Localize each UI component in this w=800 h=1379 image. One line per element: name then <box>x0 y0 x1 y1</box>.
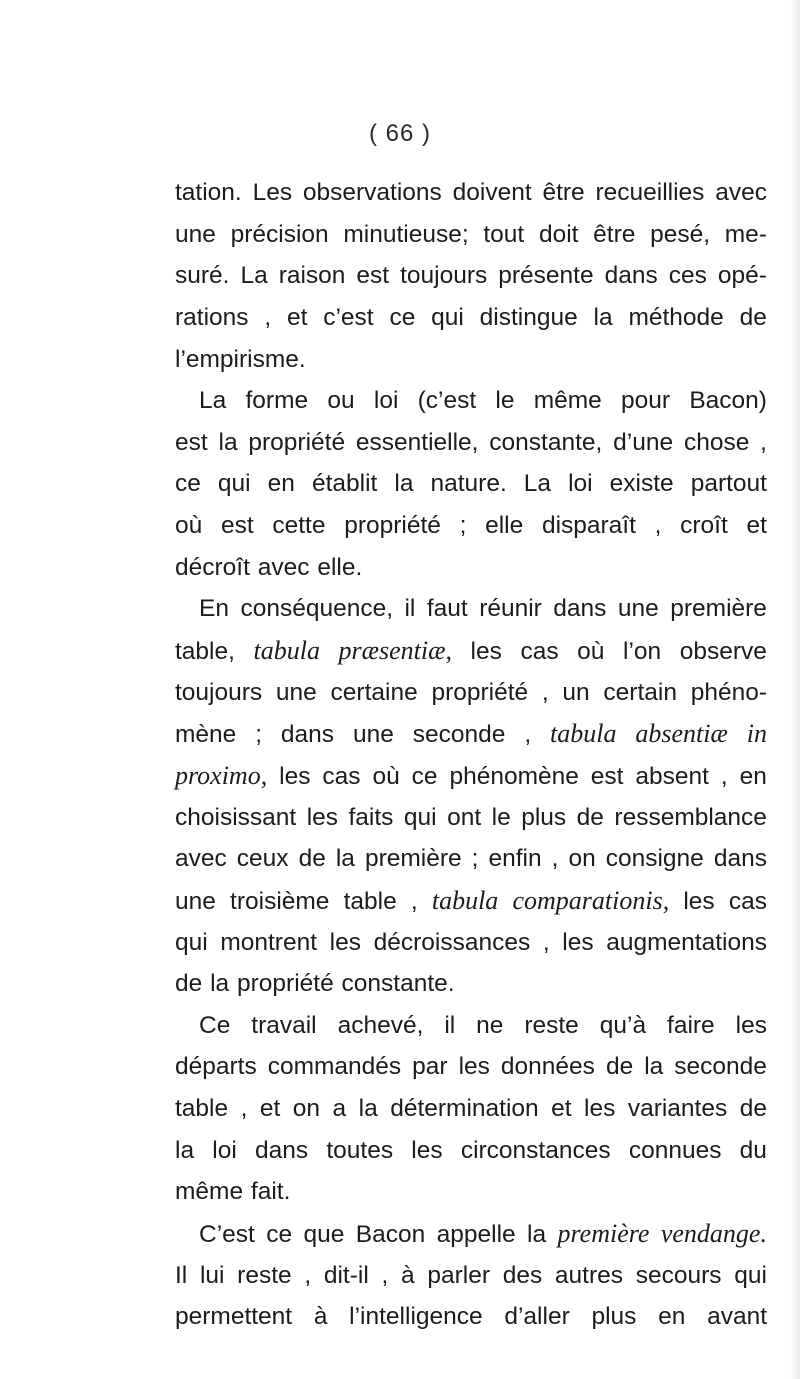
word: me- <box>724 220 767 248</box>
word: loi <box>212 1136 237 1164</box>
word: reste <box>237 1261 292 1289</box>
word: les <box>329 928 361 956</box>
word: présente <box>498 262 594 290</box>
word: les <box>683 887 715 915</box>
word: elle <box>485 512 524 540</box>
text-line <box>175 1005 767 1047</box>
text-line <box>175 1088 767 1130</box>
word: , <box>410 887 418 915</box>
word: de <box>605 1053 634 1081</box>
word: suré. <box>175 262 230 290</box>
word: circonstances <box>460 1136 611 1164</box>
word: La <box>523 470 552 498</box>
word: a <box>332 1095 347 1123</box>
italic-word: comparationis, <box>512 885 670 915</box>
page-edge-shadow <box>790 0 800 1379</box>
word: être <box>542 179 585 206</box>
word: on <box>568 845 596 873</box>
word: avec <box>715 179 767 206</box>
word: à <box>313 1303 328 1331</box>
word: connues <box>628 1136 722 1164</box>
word: une <box>275 678 317 706</box>
word: une <box>352 721 394 749</box>
text-line <box>175 380 767 422</box>
word: seconde <box>674 1053 767 1081</box>
word: La <box>240 262 268 290</box>
italic-word: tabula <box>253 636 320 666</box>
word: et <box>259 1095 281 1123</box>
text-line <box>175 463 767 505</box>
italic-word: in <box>746 719 767 749</box>
word: loi <box>568 470 593 498</box>
word: minutieuse; <box>343 220 469 248</box>
word: augmentations <box>606 928 767 956</box>
text-line <box>175 922 767 964</box>
text-line <box>175 963 767 1005</box>
word: ne <box>476 1011 504 1039</box>
word: que <box>303 1221 345 1249</box>
word: cas <box>728 887 767 915</box>
text-line <box>175 838 767 880</box>
word: avec <box>175 845 227 873</box>
word: loi <box>373 387 399 415</box>
word: distingue <box>479 303 578 331</box>
italic-word: absentiæ <box>635 719 728 749</box>
word: même <box>175 1178 244 1206</box>
word: propriété <box>344 512 441 540</box>
word: une <box>175 887 216 915</box>
word: une <box>617 595 659 623</box>
word: faire <box>667 1011 715 1039</box>
word: première <box>364 845 462 873</box>
word: troisième <box>230 887 330 915</box>
word: la <box>593 303 613 331</box>
text-line <box>175 339 767 381</box>
word: l’empirisme. <box>175 345 306 373</box>
word: (c’est <box>417 387 477 415</box>
word: même <box>533 387 602 415</box>
word: , <box>654 512 662 540</box>
word: première <box>670 595 767 623</box>
word: autres <box>554 1261 623 1289</box>
word: reste <box>524 1011 579 1039</box>
word: existe <box>609 470 674 498</box>
word: est <box>220 512 254 540</box>
word: ressemblance <box>614 803 767 831</box>
word: phéno- <box>690 678 767 706</box>
word: , <box>304 1261 312 1289</box>
word: ; <box>471 845 479 873</box>
word: données <box>500 1053 595 1081</box>
word: est <box>590 762 624 790</box>
word: précision <box>230 220 329 248</box>
word: et <box>286 303 308 331</box>
word: tout <box>483 220 525 248</box>
word: observations <box>302 179 442 206</box>
word: seconde <box>412 721 506 749</box>
word: ce <box>411 762 438 790</box>
text-line <box>175 797 767 839</box>
word: des <box>502 1261 543 1289</box>
word: ; <box>459 512 467 540</box>
word: est <box>356 262 390 290</box>
text-line <box>175 297 767 339</box>
word: décroissances <box>373 928 531 956</box>
word: pesé, <box>650 220 711 248</box>
word: la <box>210 970 230 998</box>
word: elle. <box>317 553 363 581</box>
text-line <box>175 1171 767 1213</box>
word: variantes <box>627 1095 728 1123</box>
text-line <box>175 505 767 547</box>
word: recueillies <box>595 179 705 206</box>
word: toujours <box>400 262 488 290</box>
word: cas <box>520 638 559 666</box>
word: parler <box>427 1261 490 1289</box>
word: montrent <box>220 928 318 956</box>
word: une <box>175 220 216 248</box>
text-line <box>175 1255 767 1297</box>
word: la <box>175 1136 195 1164</box>
word: absent <box>635 762 709 790</box>
word: l’on <box>623 638 662 666</box>
word: conséquence, <box>240 595 394 623</box>
word: doivent <box>452 179 532 206</box>
word: cas <box>322 762 361 790</box>
word: d’une <box>613 428 674 456</box>
word: La <box>199 387 227 415</box>
word: mène <box>175 721 237 749</box>
word: dans <box>255 1136 309 1164</box>
word: de <box>739 1095 767 1123</box>
word: certaine <box>330 678 418 706</box>
word: En <box>199 595 229 623</box>
word: propriété <box>237 970 334 998</box>
word: lui <box>199 1261 225 1289</box>
word: un <box>562 678 590 706</box>
word: avec <box>257 553 310 581</box>
text-line <box>175 1130 767 1172</box>
word: , <box>524 721 532 749</box>
word: commandés <box>267 1053 402 1081</box>
text-line <box>175 1046 767 1088</box>
word: l’intelligence <box>349 1303 483 1331</box>
italic-word: vendange. <box>660 1219 767 1249</box>
text-line <box>175 630 767 672</box>
word: chose <box>683 428 750 456</box>
word: décroît <box>175 553 250 581</box>
text-line <box>175 880 767 922</box>
word: faut <box>426 595 468 623</box>
word: nature. <box>430 470 507 498</box>
word: phénomène <box>449 762 579 790</box>
word: Bacon) <box>689 387 767 415</box>
word: être <box>593 220 636 248</box>
italic-word: première <box>557 1219 650 1249</box>
text-line <box>175 172 767 214</box>
text-line <box>175 214 767 256</box>
word: la <box>218 428 238 456</box>
word: dans <box>713 845 767 873</box>
word: les <box>411 1136 443 1164</box>
word: Il <box>175 1261 188 1289</box>
word: où <box>175 512 203 540</box>
word: c’est <box>323 303 374 331</box>
italic-word: tabula <box>550 719 617 749</box>
word: en <box>267 470 295 498</box>
word: appelle <box>436 1221 516 1249</box>
text-line <box>175 547 767 589</box>
word: de <box>175 970 203 998</box>
word: rations <box>175 303 249 331</box>
word: C’est <box>199 1221 255 1249</box>
word: le <box>491 803 511 831</box>
word: et <box>551 1095 572 1123</box>
word: les <box>306 803 339 831</box>
word: faits <box>348 803 394 831</box>
text-line <box>175 1213 767 1255</box>
word: , <box>240 1095 248 1123</box>
page-number: ( 66 ) <box>368 120 431 147</box>
word: , <box>542 928 550 956</box>
text-line <box>175 713 767 755</box>
word: opé- <box>717 262 767 290</box>
word: dans <box>604 262 658 290</box>
word: cette <box>272 512 326 540</box>
word: ces <box>668 262 707 290</box>
word: où <box>577 638 605 666</box>
italic-word: præsentiæ, <box>338 636 452 666</box>
word: ceux <box>236 845 289 873</box>
word: qui <box>175 928 208 956</box>
word: ce <box>175 470 201 498</box>
word: secours <box>635 1261 722 1289</box>
word: d’aller <box>504 1303 570 1331</box>
text-line <box>175 588 767 630</box>
text-line <box>175 1296 767 1338</box>
word: observe <box>679 638 767 666</box>
word: la <box>644 1053 664 1081</box>
word: , <box>551 845 559 873</box>
word: permettent <box>175 1303 293 1331</box>
word: où <box>372 762 400 790</box>
word: , <box>264 303 272 331</box>
body-text <box>175 172 767 1338</box>
word: toujours <box>175 678 263 706</box>
italic-word: tabula <box>431 885 499 915</box>
word: ou <box>327 387 355 415</box>
word: choisissant <box>175 803 297 831</box>
word: fait. <box>250 1178 291 1206</box>
word: essentielle, <box>355 428 479 456</box>
word: , <box>720 762 728 790</box>
word: du <box>739 1136 767 1164</box>
word: table, <box>175 638 235 666</box>
word: propriété <box>248 428 346 456</box>
word: table <box>343 887 397 915</box>
word: réunir <box>479 595 542 623</box>
word: les <box>735 1011 767 1039</box>
word: la <box>335 845 355 873</box>
word: départs <box>175 1053 257 1081</box>
word: avant <box>707 1303 767 1331</box>
word: Les <box>252 179 293 206</box>
word: raison <box>278 262 346 290</box>
word: Ce <box>199 1011 231 1039</box>
word: propriété <box>431 678 529 706</box>
word: consigne <box>605 845 704 873</box>
word: Bacon <box>355 1221 426 1249</box>
word: dans <box>553 595 607 623</box>
word: enfin <box>488 845 542 873</box>
text-line <box>175 755 767 797</box>
word: il <box>404 595 416 623</box>
word: constante. <box>341 970 455 998</box>
word: établit <box>311 470 378 498</box>
word: les <box>562 928 594 956</box>
word: dans <box>280 721 335 749</box>
text-line <box>175 255 767 297</box>
word: et <box>746 512 767 540</box>
word: table <box>175 1095 229 1123</box>
word: ; <box>255 721 263 749</box>
word: ce <box>389 303 416 331</box>
word: disparaît <box>541 512 636 540</box>
word: ont <box>447 803 482 831</box>
word: qui <box>217 470 251 498</box>
word: les <box>584 1095 616 1123</box>
word: est <box>175 428 208 456</box>
word: il <box>444 1011 456 1039</box>
word: qui <box>403 803 437 831</box>
word: de <box>298 845 326 873</box>
word: la <box>358 1095 378 1123</box>
word: , <box>381 1261 389 1289</box>
word: ce <box>266 1221 293 1249</box>
word: de <box>739 303 767 331</box>
word: croît <box>680 512 728 540</box>
word: dit-il <box>323 1261 369 1289</box>
word: les <box>458 1053 490 1081</box>
word: méthode <box>628 303 724 331</box>
italic-word: proximo, <box>175 760 268 790</box>
word: , <box>760 428 767 456</box>
word: on <box>292 1095 321 1123</box>
word: forme <box>245 387 309 415</box>
word: plus <box>591 1303 637 1331</box>
word: à <box>401 1261 415 1289</box>
word: la <box>394 470 414 498</box>
word: par <box>412 1053 448 1081</box>
word: détermination <box>390 1095 539 1123</box>
word: , <box>541 678 549 706</box>
word: pour <box>621 387 671 415</box>
word: plus <box>521 803 567 831</box>
word: certain <box>603 678 677 706</box>
text-line <box>175 422 767 464</box>
word: de <box>576 803 604 831</box>
word: les <box>470 638 502 666</box>
word: travail <box>251 1011 317 1039</box>
text-line <box>175 672 767 714</box>
word: qui <box>734 1261 767 1289</box>
word: qu’à <box>599 1011 647 1039</box>
word: le <box>495 387 515 415</box>
word: en <box>658 1303 686 1331</box>
word: achevé, <box>337 1011 424 1039</box>
word: doit <box>538 220 579 248</box>
word: toutes <box>326 1136 394 1164</box>
word: partout <box>690 470 767 498</box>
word: tation. <box>175 179 242 206</box>
word: constante, <box>489 428 603 456</box>
word: la <box>527 1221 547 1249</box>
word: les <box>279 762 311 790</box>
word: qui <box>431 303 464 331</box>
word: en <box>739 762 767 790</box>
